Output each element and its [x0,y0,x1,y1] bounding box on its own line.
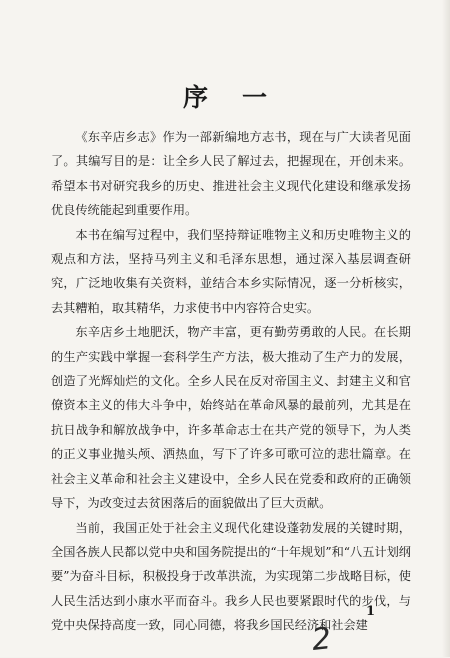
page-number: 1 [366,604,376,619]
scan-edge-shadow [442,0,450,657]
paragraph-3: 东辛店乡土地肥沃，物产丰富，更有勤劳勇敢的人民。在长期的生产实践中掌握一套科学生产方法，极大推动了生产力的发展，创造了光辉灿烂的文化。全乡人民在反对帝国主义、封建主义和官僚资本主义的伟大斗争中，始终站在革命风暴的最前列，尤其是在抗日战争和解放战争中，许多革命志士在共产党的领导下，为人类的正义事业抛头颅、洒热血，写下了许多可歌可泣的悲壮篇章。在社会主义革命和社会主义建设中，全乡人民在党委和政府的正确领导下，为改变过去贫困落后的面貌做出了巨大贡献。 [51,325,411,511]
body-text [51,125,411,638]
paragraph-4: 当前，我国正处于社会主义现代化建设蓬勃发展的关键时期，全国各族人民都以党中央和国务院提出的“十年规划”和“八五计划纲要”为奋斗目标，积极投身于改革洪流，为实现第二步战略目标，使人民生活达到小康水平而奋斗。我乡人民也要紧跟时代的步伐，与党中央保持高度一致，同心同德，将我乡国民经济和社会建 [51,520,411,633]
handwritten-page-mark: 2 [310,621,333,658]
page-title: 序一 [182,83,301,112]
paragraph-2: 本书在编写过程中，我们坚持辩证唯物主义和历史唯物主义的观点和方法，坚持马列主义和毛泽东思想，通过深入基层调查研究，广泛地收集有关资料，並结合本乡实际情况，逐一分析核实，去其糟粕，取其精华，力求使书中内容符合史实。 [51,227,411,315]
paragraph-1: 《东辛店乡志》作为一部新编地方志书，现在与广大读者见面了。其编写目的是：让全乡人民了解过去，把握现在，开创未来。希望本书对研究我乡的历史、推进社会主义现代化建设和继承发扬优良传统能起到重要作用。 [51,130,411,218]
